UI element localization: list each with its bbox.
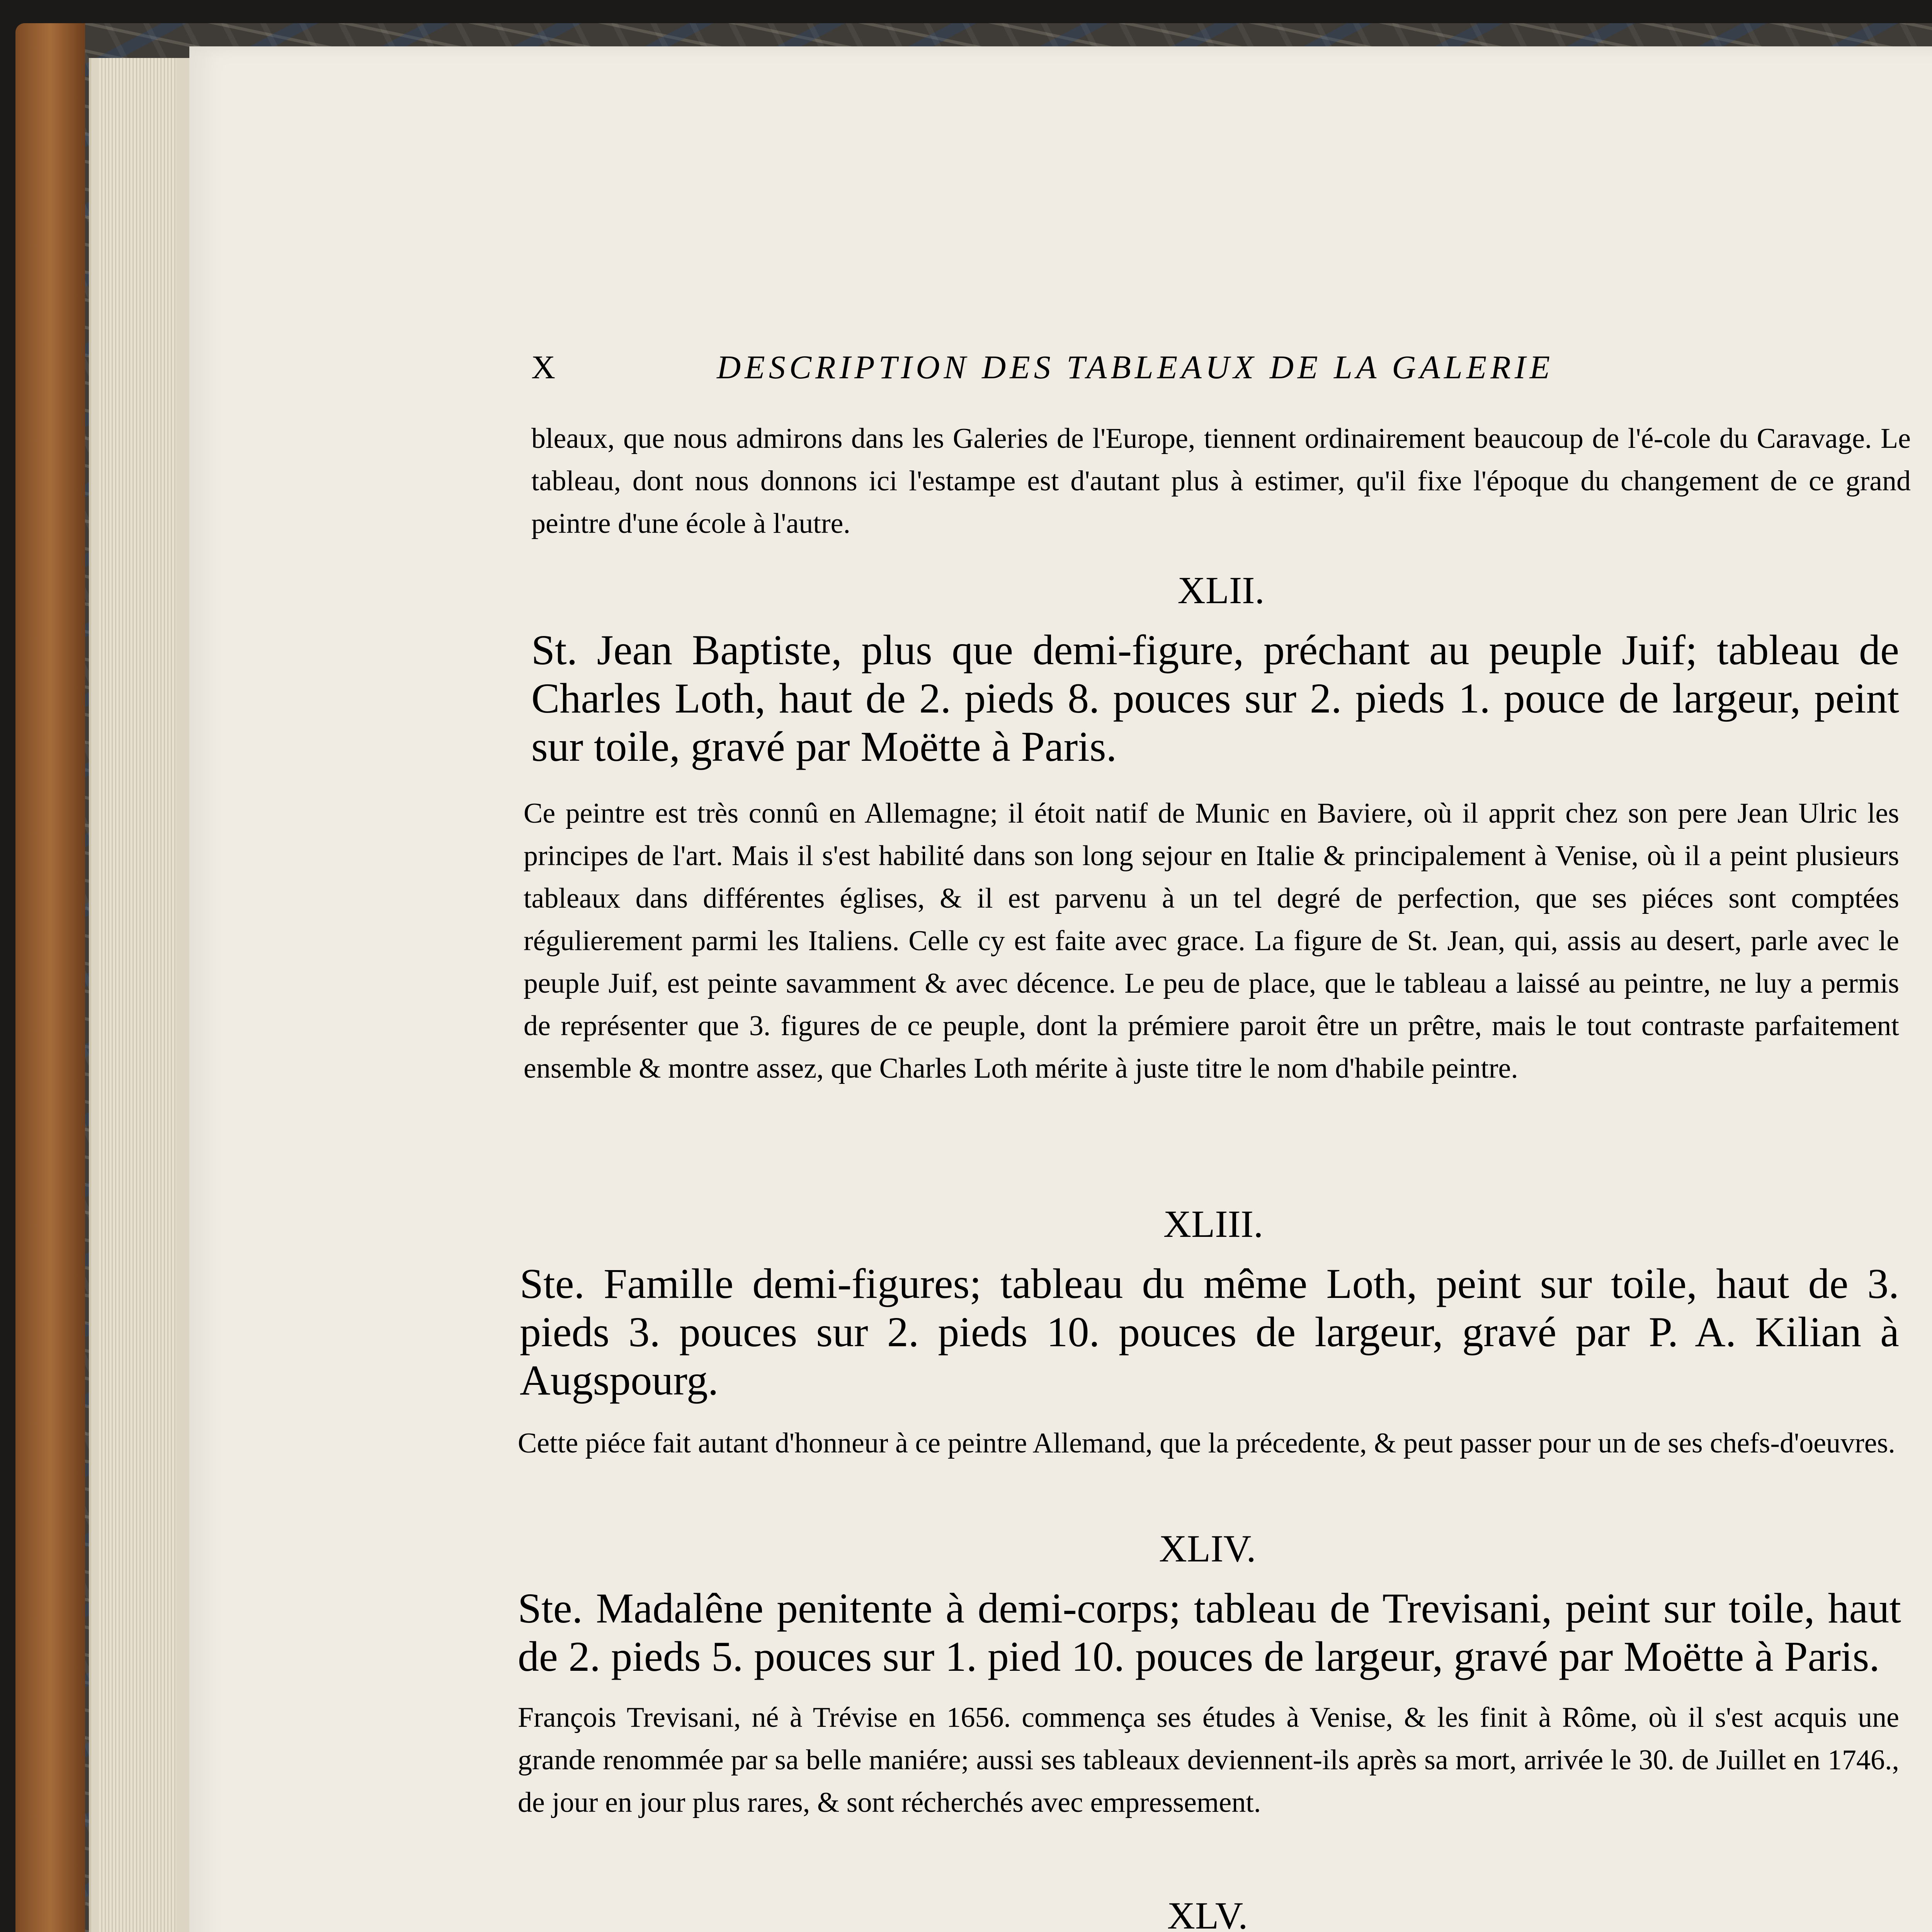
entry-number: XLII. xyxy=(1177,569,1265,612)
entry-title: Ste. Madalêne penitente à demi-corps; tableau de Trevisani, peint sur toile, haut de 2. pieds 5. pouces sur 1. pied 10. pouces de largeur, gravé par Moëtte à Paris. xyxy=(518,1585,1901,1680)
leather-spine xyxy=(15,23,85,1932)
intro-paragraph: bleaux, que nous admirons dans les Galeries de l'Europe, tiennent ordinairement beaucoup de l'é-cole du Caravage. Le tableau, dont nous donnons ici l'estampe est d'autant plus à estimer, qu'il fixe l'époque du changement de ce grand peintre d'une école à l'autre. xyxy=(531,423,1911,539)
entry-title: Ste. Famille demi-figures; tableau du même Loth, peint sur toile, haut de 3. pieds 3. pouces sur 2. pieds 10. pouces de largeur, gravé par P. A. Kilian à Augspourg. xyxy=(520,1260,1899,1404)
entry-number: XLIII. xyxy=(1163,1202,1264,1245)
entry-title: St. Jean Baptiste, plus que demi-figure, préchant au peuple Juif; tableau de Charles Loth, haut de 2. pieds 8. pouces sur 2. pieds 1. pouce de largeur, peint sur toile, gravé par Moëtte à Paris. xyxy=(531,626,1899,770)
running-header xyxy=(531,348,1922,390)
entry-number: XLV. xyxy=(1167,1894,1248,1932)
entry-description: Ce peintre est très connû en Allemagne; il étoit natif de Munic en Baviere, où il apprit chez son pere Jean Ulric les principes de l'art. Mais il s'est habilité dans son long sejour en Italie & principalement à Venise, où il a peint plusieurs tableaux dans différentes églises, & il est parvenu à un tel degré de perfection, que ses piéces sont comptées régulierement parmi les Italiens. Celle cy est faite avec grace. La figure de St. Jean, qui, assis au desert, parle avec le peuple Juif, est peinte savamment & avec décence. Le peu de place, que le tableau a laissé au peintre, ne luy a permis de représenter que 3. figures de ce peuple, dont la prémiere paroit être un prêtre, mais le tout contraste parfaitement ensemble & montre assez, que Charles Loth mérite à juste titre le nom d'habile peintre. xyxy=(524,798,1899,1084)
entry-description: Cette piéce fait autant d'honneur à ce peintre Allemand, que la précedente, & peut passer pour un de ses chefs-d'oeuvres. xyxy=(518,1427,1895,1459)
entry-description: François Trevisani, né à Trévise en 1656. commença ses études à Venise, & les finit à Rôme, où il s'est acquis une grande renommée par sa belle maniére; aussi ses tableaux deviennent-ils après sa mort, arrivée le 30. de Juillet en 1746., de jour en jour plus rares, & sont récherchés avec empressement. xyxy=(518,1702,1899,1818)
running-title: DESCRIPTION DES TABLEAUX DE LA GALERIE xyxy=(717,349,1554,386)
page-number: X xyxy=(531,349,560,386)
entry-number: XLIV. xyxy=(1159,1527,1256,1570)
